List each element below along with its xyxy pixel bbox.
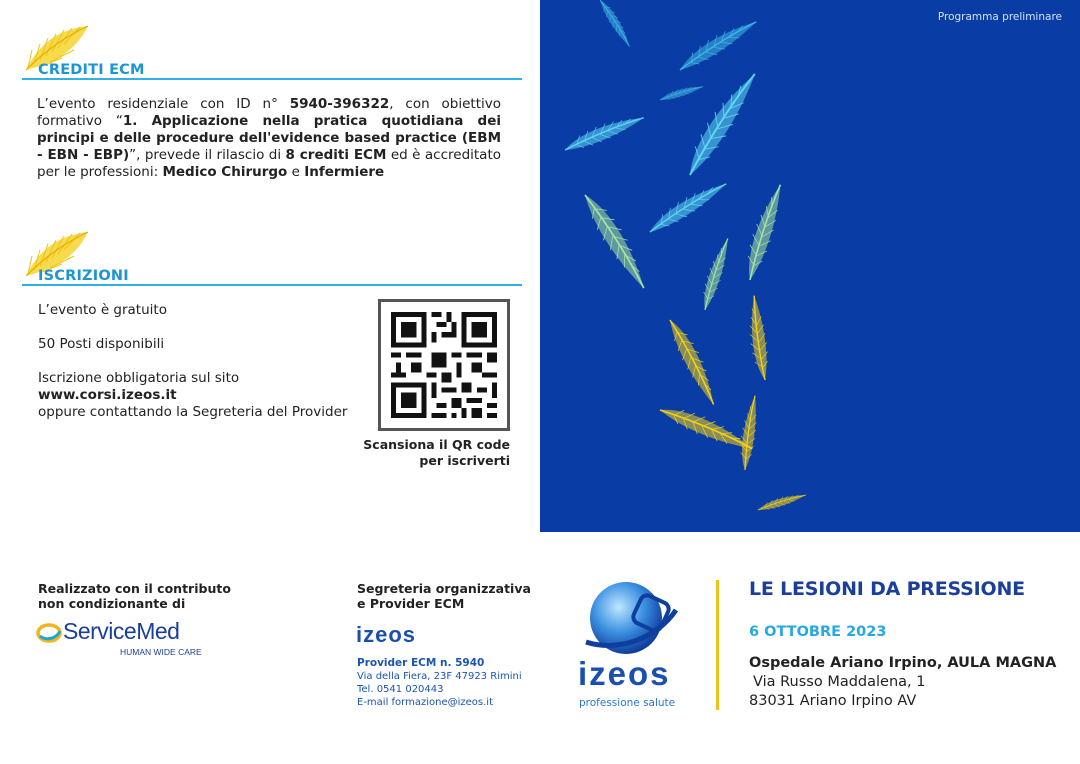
provider-email[interactable]: E-mail formazione@izeos.it	[357, 697, 493, 708]
registration-heading: ISCRIZIONI	[38, 268, 129, 284]
free-event-text: L’evento è gratuito	[38, 302, 167, 318]
izeos-tagline: professione salute	[579, 697, 676, 709]
organizer-label: Segreteria organizzativa e Provider ECM	[357, 581, 531, 611]
izeos-brand-name: izeos	[578, 655, 671, 692]
credits-section-header	[22, 20, 522, 80]
servicemed-tagline: HUMAN WIDE CARE	[120, 647, 202, 657]
event-venue-block	[749, 654, 1056, 711]
seats-text: 50 Posti disponibili	[38, 336, 165, 352]
profession-doctor: Medico Chirurgo	[162, 164, 288, 180]
servicemed-name: ServiceMed	[63, 618, 180, 644]
qr-code[interactable]	[378, 299, 510, 431]
mandatory-text: Iscrizione obbligatoria sul sito	[38, 370, 240, 386]
event-title: LE LESIONI DA PRESSIONE	[749, 578, 1025, 600]
credits-paragraph: L’evento residenziale con ID n° 5940-396322, con obiettivo formativo “1. Applicazione nella pratica quotidiana dei principi e delle procedure dell'evidence based practice (EBM - EBN - EBP)”, prevede il rilascio di 8 crediti ECM ed è accreditato per le professioni: Medico Chirurgo e Infermiere	[37, 96, 502, 180]
servicemed-swirl-icon	[36, 621, 62, 645]
credits-heading: CREDITI ECM	[38, 62, 145, 78]
izeos-small-logo: izeos	[356, 622, 417, 647]
provider-address: Via della Fiera, 23F 47923 Rimini	[357, 671, 522, 682]
yellow-divider	[716, 580, 719, 710]
profession-nurse: Infermiere	[304, 164, 385, 180]
izeos-globe-icon	[576, 580, 686, 660]
credit-count: 8 crediti ECM	[285, 147, 387, 163]
training-objective: 1. Applicazione nella pratica quotidiana dei principi e delle procedure dell'evidence based practice (EBM - EBN - EBP)	[37, 113, 502, 163]
event-date: 6 OTTOBRE 2023	[749, 624, 887, 640]
feathers-illustration	[540, 0, 1080, 532]
registration-url-link[interactable]: www.corsi.izeos.it	[38, 387, 177, 403]
qr-caption: Scansiona il QR code per iscriverti	[363, 437, 510, 468]
registration-divider	[22, 284, 522, 286]
contact-provider-text: oppure contattando la Segreteria del Provider	[38, 404, 348, 420]
servicemed-logo	[36, 619, 236, 663]
provider-number: Provider ECM n. 5940	[357, 657, 485, 669]
venue-city: 83031 Ariano Irpino AV	[749, 693, 917, 709]
preliminary-label: Programma preliminare	[937, 11, 1062, 23]
event-id: 5940-396322	[289, 96, 390, 112]
cover-panel	[540, 0, 1080, 532]
venue-street: Via Russo Maddalena, 1	[753, 674, 926, 690]
venue-name: Ospedale Ariano Irpino, AULA MAGNA	[749, 655, 1057, 671]
credits-divider	[22, 78, 522, 80]
registration-section-header	[22, 226, 522, 286]
sponsor-label: Realizzato con il contributo non condizionante di	[38, 581, 231, 611]
provider-phone: Tel. 0541 020443	[357, 684, 444, 695]
